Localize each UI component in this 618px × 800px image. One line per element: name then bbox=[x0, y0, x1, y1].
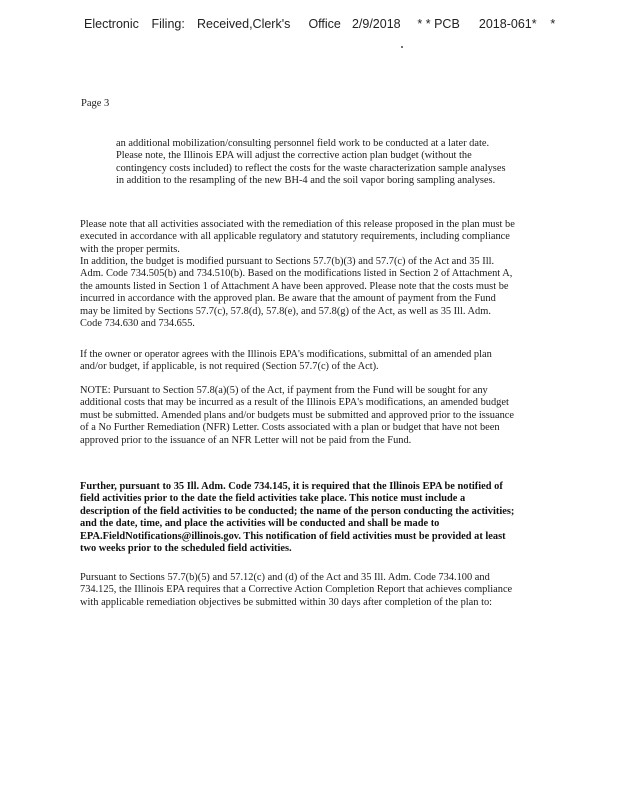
header-office: Office bbox=[308, 17, 341, 31]
paragraph-owner-agreement: If the owner or operator agrees with the Illinois EPA's modifications, submittal of an amended plan and/or budget, if applicable, is not required (Section 57.7(c) of the Act). bbox=[80, 349, 492, 373]
paragraph-field-notification: Further, pursuant to 35 Ill. Adm. Code 734.145, it is required that the Illinois EPA be notified of field activities prior to the date the field activities take place. This notice must include a description of the field activities to be conducted; the name of the person conducting the activities; and the date, time, and place the activities will be conducted and shall be made to EPA.FieldNotifications@illinois.gov. This notification of field activities must be provided at least two weeks prior to the scheduled field activities. bbox=[80, 481, 515, 555]
paragraph-completion-report: Pursuant to Sections 57.7(b)(5) and 57.12(c) and (d) of the Act and 35 Ill. Adm. Code 734.100 and 734.125, the Illinois EPA requires that a Corrective Action Completion Report that achieves compliance with applicable remediation objectives be submitted within 30 days after completion of the plan to: bbox=[80, 572, 513, 608]
header-date: 2/9/2018 bbox=[351, 17, 401, 31]
scan-speck bbox=[401, 46, 403, 48]
paragraph-mobilization: an additional mobilization/consulting personnel field work to be conducted at a later date. Please note, the Illinois EPA will adjust the corrective action plan budget (without the contingency costs included) to reflect the costs for the waste characterization sample analyses in addition to the resampling of the new BH-4 and the soil vapor boring sampling analyses. bbox=[116, 138, 506, 187]
header-trailing-star: * bbox=[550, 17, 556, 31]
paragraph-note-amended-budget: NOTE: Pursuant to Section 57.8(a)(5) of the Act, if payment from the Fund will be sought for any additional costs that may be incurred as a result of the Illinois EPA's modifications, an amended budget must be submitted. Amended plans and/or budgets must be submitted and approved prior to the issuance of a No Further Remediation (NFR) Letter. Costs associated with a plan or budget that have not been approved prior to the issuance of an NFR Letter will not be paid from the Fund. bbox=[80, 385, 515, 446]
header-pcb: * * PCB bbox=[417, 17, 460, 31]
filing-stamp-header bbox=[84, 17, 584, 31]
header-electronic: Electronic bbox=[84, 17, 139, 31]
paragraph-budget-modification: In addition, the budget is modified pursuant to Sections 57.7(b)(3) and 57.7(c) of the Act and 35 Ill. Adm. Code 734.505(b) and 734.510(b). Based on the modifications listed in Section 2 of Attachment A, the amounts listed in Section 1 of Attachment A have been approved. Please note that the costs must be incurred in accordance with the approved plan. Be aware that the amount of payment from the Fund may be limited by Sections 57.7(c), 57.8(d), 57.8(e), and 57.8(g) of the Act, as well as 35 Ill. Adm. Code 734.630 and 734.655. bbox=[80, 256, 513, 330]
header-received: Received,Clerk's bbox=[196, 17, 291, 31]
paragraph-remediation-requirements: Please note that all activities associated with the remediation of this release proposed in the plan must be executed in accordance with all applicable regulatory and statutory requirements, including compliance with the proper permits. bbox=[80, 219, 515, 255]
page-number: Page 3 bbox=[81, 98, 110, 109]
header-filing: Filing: bbox=[151, 17, 185, 31]
header-case-number: 2018-061* bbox=[478, 17, 537, 31]
